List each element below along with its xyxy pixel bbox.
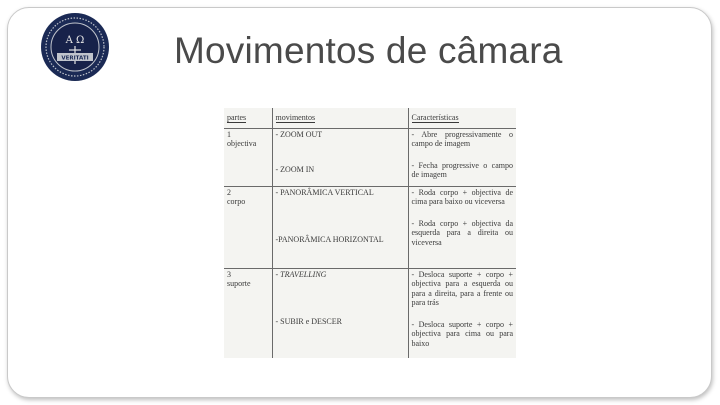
cell-parte: 3 suporte (224, 269, 272, 359)
header-partes: partes (224, 108, 272, 129)
header-movimentos: movimentos (272, 108, 408, 129)
cell-caracteristicas: - Desloca suporte + corpo + objectiva para a esquerda ou para a direita, para a frente ou para trás - Desloca suporte + corpo + objectiva para cima ou para baixo (408, 269, 516, 359)
cell-movimentos: - PANORÂMICA VERTICAL -PANORÂMICA HORIZONTAL (272, 187, 408, 269)
cell-parte: 2 corpo (224, 187, 272, 269)
table-row (224, 269, 516, 359)
university-logo (40, 12, 110, 82)
logo-banner-text: VERITATI (61, 55, 89, 62)
slide-title: Movimentos de câmara (174, 30, 563, 71)
header-caracteristicas: Características (408, 108, 516, 129)
table-row (224, 129, 516, 187)
logo-alpha-omega: A Ω (65, 35, 85, 46)
table-row (224, 187, 516, 269)
cell-parte: 1 objectiva (224, 129, 272, 187)
cell-caracteristicas: - Abre progressivamente o campo de imagem - Fecha progressive o campo de imagem (408, 129, 516, 187)
cell-caracteristicas: - Roda corpo + objectiva de cima para baixo ou viceversa - Roda corpo + objectiva da esquerda para a direita ou viceversa (408, 187, 516, 269)
camera-movements-table (224, 108, 516, 358)
cell-movimentos: - TRAVELLING - SUBIR e DESCER (272, 269, 408, 359)
table-header-row (224, 108, 516, 129)
cell-movimentos: - ZOOM OUT - ZOOM IN (272, 129, 408, 187)
